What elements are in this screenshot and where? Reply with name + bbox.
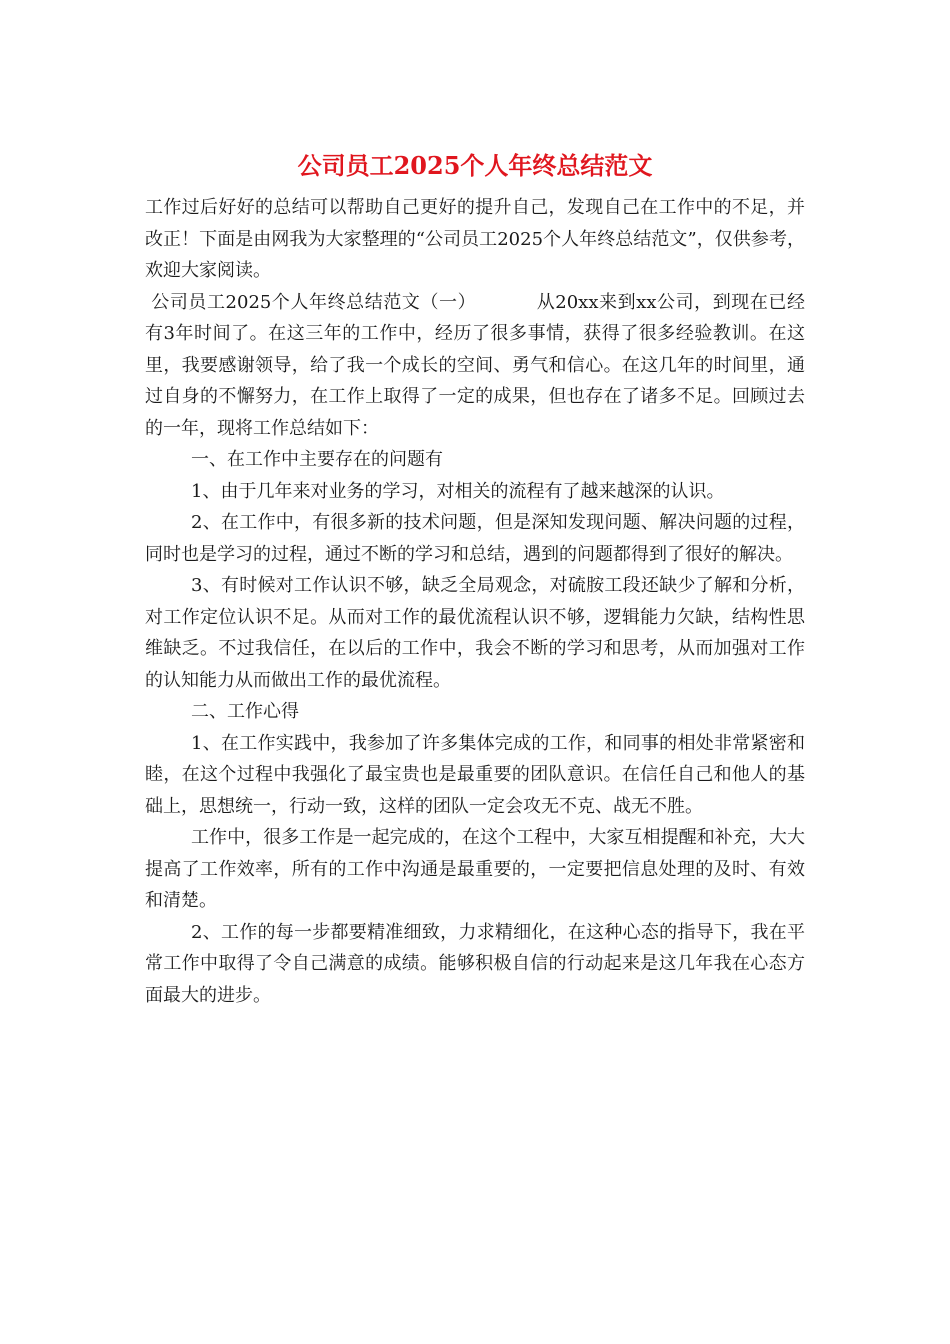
opening-text: 从20xx来到xx公司，到现在已经有3年时间了。在这三年的工作中，经历了很多事情，获得了很多经验教训。在这里，我要感谢领导，给了我一个成长的空间、勇气和信心。在这几年的时间里，通过自身的不懈努力，在工作上取得了一定的成果，但也存在了诸多不足。回顾过去的一年，现将工作总结如下：: [145, 291, 805, 439]
subtitle-text: 公司员工2025个人年终总结范文（一）: [145, 291, 477, 313]
subtitle-paragraph: [145, 287, 805, 445]
section2-heading: 二、工作心得: [191, 701, 299, 722]
item-2-2: 2、工作的每一步都要精准细致，力求精细化，在这种心态的指导下，我在平常工作中取得了令自己满意的成绩。能够积极自信的行动起来是这几年我在心态方面最大的进步。: [145, 921, 805, 1006]
document-body: [145, 192, 805, 1011]
item-1-1: 1、由于几年来对业务的学习，对相关的流程有了越来越深的认识。: [191, 480, 725, 502]
item-1-3: 3、有时候对工作认识不够，缺乏全局观念，对硫胺工段还缺少了解和分析，对工作定位认识不足。从而对工作的最优流程认识不够，逻辑能力欠缺，结构性思维缺乏。不过我信任，在以后的工作中，我会不断的学习和思考，从而加强对工作的认知能力从而做出工作的最优流程。: [145, 575, 805, 691]
intro-paragraph: 工作过后好好的总结可以帮助自己更好的提升自己，发现自己在工作中的不足，并改正！下面是由网我为大家整理的“公司员工2025个人年终总结范文”，仅供参考，欢迎大家阅读。: [145, 197, 805, 281]
item-1-2: 2、在工作中，有很多新的技术问题，但是深知发现问题、解决问题的过程，同时也是学习的过程，通过不断的学习和总结，遇到的问题都得到了很好的解决。: [145, 512, 805, 565]
item-2-1: 1、在工作实践中，我参加了许多集体完成的工作，和同事的相处非常紧密和睦，在这个过程中我强化了最宝贵也是最重要的团队意识。在信任自己和他人的基础上，思想统一，行动一致，这样的团队一定会攻无不克、战无不胜。: [145, 732, 805, 817]
section1-heading: 一、在工作中主要存在的问题有: [191, 449, 443, 470]
item-2-1b: 工作中，很多工作是一起完成的，在这个工程中，大家互相提醒和补充，大大提高了工作效率，所有的工作中沟通是最重要的，一定要把信息处理的及时、有效和清楚。: [145, 827, 805, 911]
document-title: 公司员工2025个人年终总结范文: [297, 151, 653, 180]
